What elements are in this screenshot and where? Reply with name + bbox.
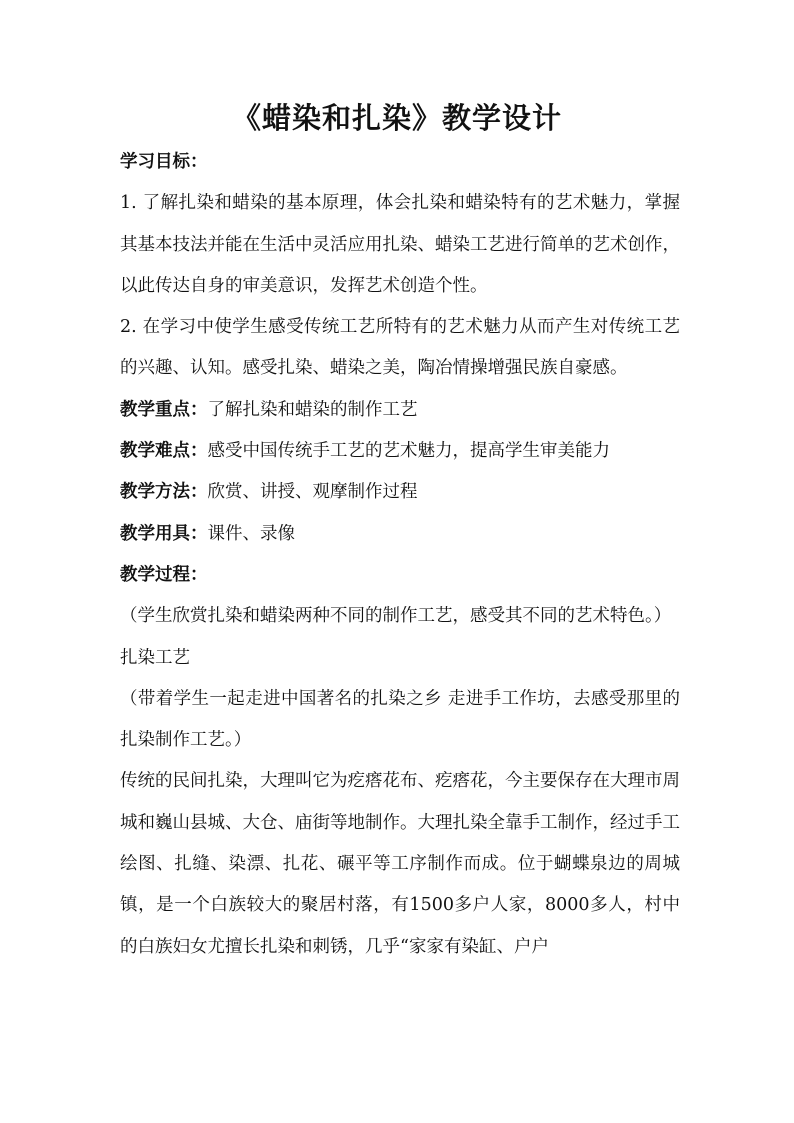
page-title: 《蜡染和扎染》教学设计 [231,101,562,135]
document-body [120,142,680,968]
tools-label: 教学用具： [120,523,208,544]
process-intro: （学生欣赏扎染和蜡染两种不同的制作工艺，感受其不同的艺术特色。） [120,606,672,627]
method-row [120,472,680,513]
method-value: 欣赏、讲授、观摩制作过程 [207,482,418,503]
body-paragraph: 传统的民间扎染，大理叫它为疙瘩花布、疙瘩花，今主要保存在大理市周城和巍山县城、大仓、庙街等地制作。大理扎染全靠手工制作，经过手工绘图、扎缝、染漂、扎花、碾平等工序制作而成。位于蝴蝶泉边的周城镇，是一个白族较大的聚居村落，有1500多户人家，8000多人，村中的白族妇女尤擅长扎染和刺锈，几乎“家家有染缸、户户 [120,771,680,957]
section-title: 扎染工艺 [120,647,190,668]
objective-item-1: 1. 了解扎染和蜡染的基本原理，体会扎染和蜡染特有的艺术魅力，掌握其基本技法并能在生活中灵活应用扎染、蜡染工艺进行简单的艺术创作，以此传达自身的审美意识，发挥艺术创造个性。 [120,193,680,296]
tools-value: 课件、录像 [207,523,295,544]
process-heading: 教学过程： [120,564,208,585]
key-point-label: 教学重点： [120,399,208,420]
key-point-row [120,390,680,431]
method-label: 教学方法： [120,482,208,503]
difficulty-label: 教学难点： [120,441,208,462]
difficulty-row [120,431,680,472]
difficulty-value: 感受中国传统手工艺的艺术魅力，提高学生审美能力 [207,441,610,462]
key-point-value: 了解扎染和蜡染的制作工艺 [207,399,418,420]
tools-row [120,514,680,555]
objectives-heading: 学习目标： [120,152,208,172]
objective-item-2: 2. 在学习中使学生感受传统工艺所特有的艺术魅力从而产生对传统工艺的兴趣、认知。感受扎染、蜡染之美，陶冶情操增强民族自豪感。 [120,317,680,379]
section-note: （带着学生一起走进中国著名的扎染之乡 走进手工作坊，去感受那里的扎染制作工艺。） [120,688,680,751]
